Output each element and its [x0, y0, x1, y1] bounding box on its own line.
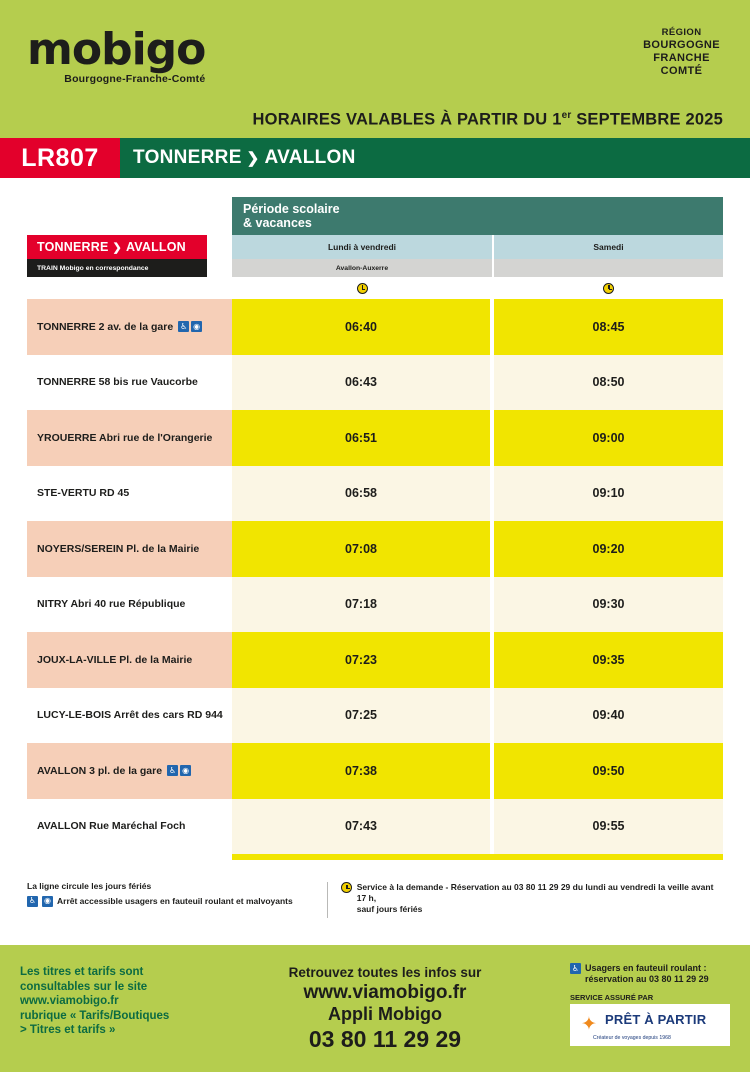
- time-cell: 07:43: [232, 799, 492, 855]
- legend-accessibility-text: Arrêt accessible usagers en fauteuil roulant et malvoyants: [57, 896, 293, 906]
- stop-name-cell: [27, 299, 232, 355]
- validity-sup: er: [561, 110, 572, 121]
- chevron-right-icon: ❯: [246, 150, 260, 167]
- mobigo-logo: [27, 24, 206, 85]
- legend-accessibility-line: [27, 895, 317, 907]
- wheelchair-icon: ♿: [168, 765, 177, 775]
- operator-tagline: Créateur de voyages depuis 1968: [593, 1035, 671, 1041]
- region-line-1: RÉGION: [661, 27, 702, 38]
- validity-suffix: SEPTEMBRE 2025: [571, 110, 723, 129]
- legend-on-demand-text: [357, 882, 723, 915]
- legend-divider: [327, 882, 328, 918]
- table-row: [27, 799, 723, 855]
- table-row: [27, 521, 723, 577]
- legend-right: [341, 882, 723, 915]
- clock-icon: [603, 283, 614, 294]
- stop-name: TONNERRE 58 bis rue Vaucorbe: [37, 376, 198, 389]
- legend-holiday-text: La ligne circule les jours fériés: [27, 881, 152, 891]
- line-bar: [0, 138, 750, 178]
- validity-prefix: HORAIRES VALABLES À PARTIR DU 1: [252, 110, 562, 129]
- wheelchair-icon: ♿: [28, 896, 37, 905]
- table-row: [27, 410, 723, 466]
- table-row: [27, 299, 723, 355]
- clock-icon: [357, 283, 368, 294]
- visually-impaired-icon: ◉: [42, 896, 53, 907]
- time-cell: 09:35: [494, 632, 723, 688]
- operator-name: PRÊT À PARTIR: [605, 1012, 707, 1027]
- time-cell: 06:58: [232, 466, 492, 522]
- time-cell: 06:51: [232, 410, 492, 466]
- stop-name-cell: [27, 410, 232, 466]
- stop-name: STE-VERTU RD 45: [37, 487, 130, 500]
- time-cell: 09:00: [494, 410, 723, 466]
- destination-header-origin: TONNERRE: [37, 240, 109, 254]
- stop-name-cell: [27, 688, 232, 744]
- footer-left-line-4: rubrique « Tarifs/Boutiques: [20, 1009, 170, 1022]
- table-row: [27, 577, 723, 633]
- time-cell: 09:50: [494, 743, 723, 799]
- legend-on-demand-line-1: Service à la demande - Réservation au 03 80 11 29 29 du lundi au vendredi la veille avant 17 h,: [356, 882, 714, 903]
- accessibility-icons: [178, 321, 202, 332]
- page-footer: [0, 945, 750, 1072]
- legend-on-demand-line-2: sauf jours fériés: [356, 904, 423, 914]
- destination-header-destination: AVALLON: [125, 240, 186, 254]
- time-cell: 09:55: [494, 799, 723, 855]
- footer-info-website[interactable]: www.viamobigo.fr: [303, 982, 467, 1003]
- period-line-2: & vacances: [243, 216, 312, 230]
- period-line-1: Période scolaire: [243, 202, 340, 216]
- visually-impaired-icon: ◉: [191, 321, 202, 332]
- footer-service-label: SERVICE ASSURÉ PAR: [570, 993, 654, 1002]
- time-cell: 07:23: [232, 632, 492, 688]
- table-bottom-bar: [232, 854, 723, 860]
- footer-left-line-1: Les titres et tarifs sont: [20, 966, 144, 978]
- table-row: [27, 632, 723, 688]
- footer-left-line-5: > Titres et tarifs »: [20, 1024, 116, 1036]
- train-connection-row: [27, 259, 723, 277]
- table-header-row: [27, 235, 723, 259]
- on-demand-saturday: [494, 277, 723, 299]
- stop-name: AVALLON 3 pl. de la gare: [37, 764, 163, 777]
- train-connection-weekday: Avallon-Auxerre: [232, 259, 492, 277]
- line-number-badge: LR807: [0, 138, 120, 178]
- time-cell: 07:08: [232, 521, 492, 577]
- footer-info-line-1: Retrouvez toutes les infos sur: [288, 965, 482, 980]
- region-logo: [643, 26, 720, 78]
- time-cell: 06:40: [232, 299, 492, 355]
- visually-impaired-icon: ◉: [180, 765, 191, 776]
- stop-name: AVALLON Rue Maréchal Foch: [37, 820, 186, 833]
- train-connection-saturday: [494, 259, 723, 277]
- table-row: [27, 688, 723, 744]
- logo-subtitle: Bourgogne-Franche-Comté: [64, 73, 206, 85]
- region-line-2: BOURGOGNE: [643, 39, 720, 51]
- operator-logo: [570, 1004, 730, 1046]
- footer-info-block: [255, 965, 515, 1053]
- stop-name: JOUX-LA-VILLE Pl. de la Mairie: [37, 653, 193, 666]
- logo-text: mobigo: [27, 24, 206, 75]
- time-cell: 06:43: [232, 355, 492, 411]
- time-cell: 09:20: [494, 521, 723, 577]
- stop-name-cell: [27, 355, 232, 411]
- time-cell: 09:10: [494, 466, 723, 522]
- time-cell: 07:18: [232, 577, 492, 633]
- time-cell: 07:25: [232, 688, 492, 744]
- accessibility-icons: [167, 765, 191, 776]
- on-demand-weekday: [232, 277, 492, 299]
- wheelchair-icon: ♿: [571, 964, 580, 973]
- footer-accessibility-note: [570, 963, 740, 985]
- on-demand-row: [27, 277, 723, 299]
- time-cell: 08:50: [494, 355, 723, 411]
- stop-name: NOYERS/SEREIN Pl. de la Mairie: [37, 542, 200, 555]
- legend: [27, 880, 723, 930]
- stop-name: LUCY-LE-BOIS Arrêt des cars RD 944: [37, 709, 223, 722]
- stop-name-cell: [27, 632, 232, 688]
- train-connection-label: TRAIN Mobigo en correspondance: [27, 259, 207, 277]
- wheelchair-icon: ♿: [180, 321, 188, 331]
- stop-name-cell: [27, 466, 232, 522]
- footer-accessibility-block: [570, 963, 740, 1046]
- stop-name-cell: [27, 799, 232, 855]
- page-header: [0, 0, 750, 138]
- line-route: [133, 138, 356, 178]
- footer-tariffs-block: [20, 965, 220, 1038]
- stop-name: TONNERRE 2 av. de la gare: [37, 320, 174, 333]
- column-header-weekday: Lundi à vendredi: [232, 235, 492, 259]
- route-origin: TONNERRE: [133, 147, 242, 168]
- stop-name-cell: [27, 577, 232, 633]
- table-row: [27, 743, 723, 799]
- footer-right-line-1: Usagers en fauteuil roulant :: [585, 963, 707, 973]
- footer-info-app: Appli Mobigo: [328, 1004, 442, 1024]
- footer-right-line-2: réservation au 03 80 11 29 29: [585, 974, 709, 984]
- clock-icon: [341, 882, 352, 893]
- star-icon: ✦: [581, 1014, 597, 1035]
- footer-info-phone: 03 80 11 29 29: [308, 1026, 462, 1052]
- time-cell: 08:45: [494, 299, 723, 355]
- timetable-rows: [27, 299, 723, 854]
- destination-header: [27, 235, 207, 259]
- stop-name: YROUERRE Abri rue de l'Orangerie: [37, 431, 213, 444]
- time-cell: 09:30: [494, 577, 723, 633]
- region-line-3: FRANCHE: [653, 52, 710, 64]
- region-line-4: COMTÉ: [660, 65, 703, 77]
- stop-name: NITRY Abri 40 rue République: [37, 598, 186, 611]
- legend-holiday-line: [27, 880, 317, 892]
- route-destination: AVALLON: [264, 147, 356, 168]
- table-row: [27, 466, 723, 522]
- table-row: [27, 355, 723, 411]
- column-header-saturday: Samedi: [494, 235, 723, 259]
- legend-left: [27, 880, 317, 910]
- period-band: [232, 197, 723, 235]
- chevron-right-icon: ❯: [112, 241, 122, 254]
- footer-left-line-2: consultables sur le site: [20, 980, 148, 993]
- time-cell: 07:38: [232, 743, 492, 799]
- time-cell: 09:40: [494, 688, 723, 744]
- stop-name-cell: [27, 743, 232, 799]
- stop-name-cell: [27, 521, 232, 577]
- validity-notice: [253, 110, 723, 130]
- footer-left-website[interactable]: www.viamobigo.fr: [20, 995, 119, 1007]
- footer-accessibility-text: [585, 963, 709, 985]
